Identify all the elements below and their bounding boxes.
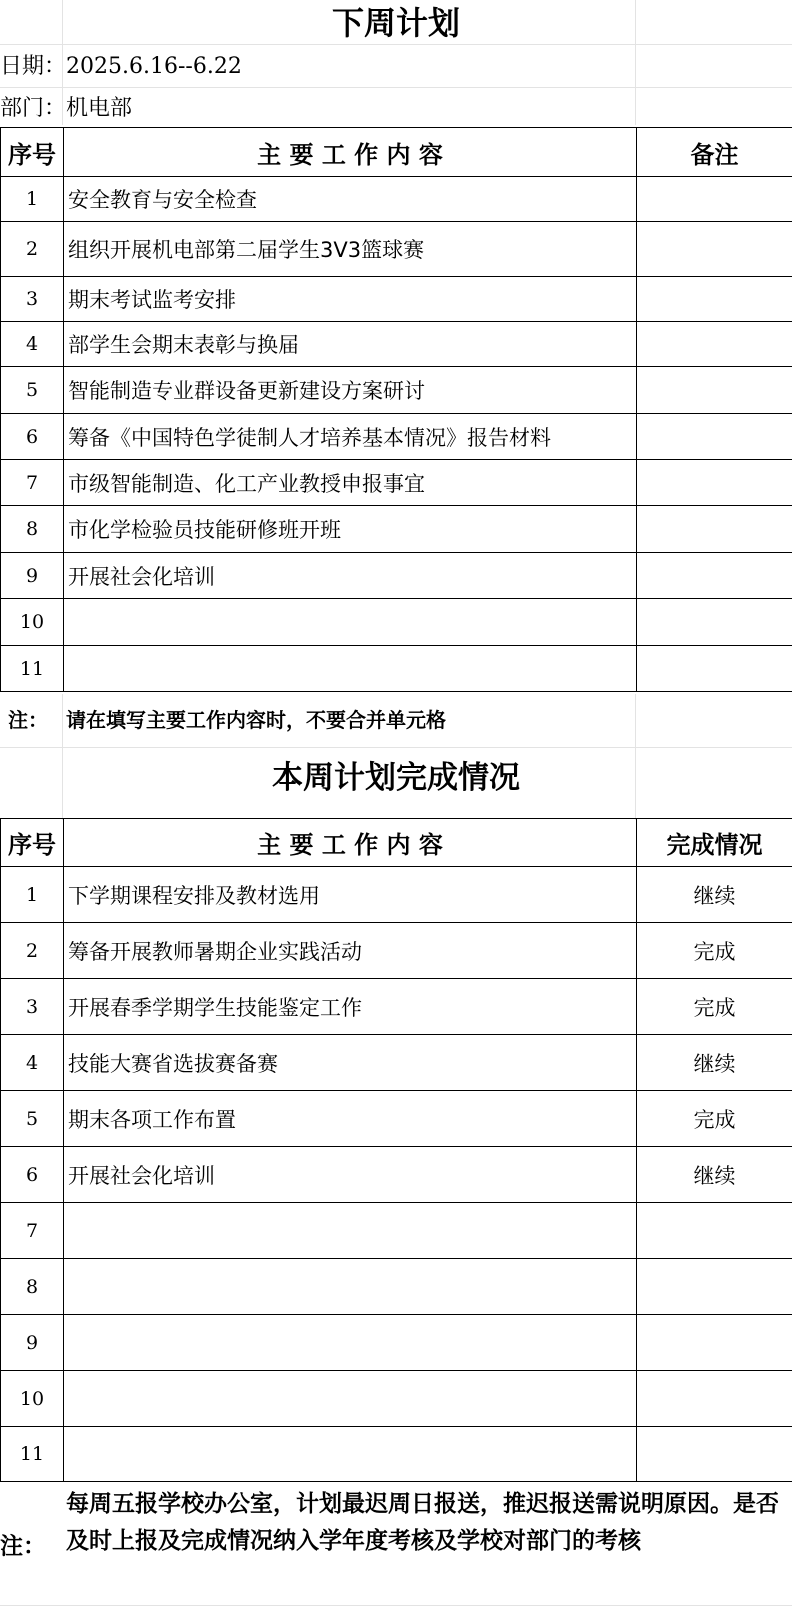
row-no: 10: [1, 599, 64, 646]
row-no: 10: [1, 1371, 64, 1427]
row-content[interactable]: [64, 1203, 637, 1259]
row-content[interactable]: 开展社会化培训: [64, 553, 637, 599]
row-content[interactable]: 下学期课程安排及教材选用: [64, 867, 637, 923]
this-week-title: 本周计划完成情况: [272, 760, 520, 796]
row-remark[interactable]: [637, 322, 792, 367]
note-label: 注：: [0, 1533, 46, 1559]
note-label: 注：: [8, 708, 48, 732]
next-week-title: 下周计划: [331, 4, 460, 42]
row-status[interactable]: 继续: [637, 1035, 792, 1091]
row-no: 8: [1, 1259, 64, 1315]
table-row: [1, 222, 792, 277]
row-remark[interactable]: [637, 599, 792, 646]
row-no: 9: [1, 553, 64, 599]
table-row: [1, 177, 792, 222]
note-text: 请在填写主要工作内容时，不要合并单元格: [66, 708, 446, 732]
row-status[interactable]: 完成: [637, 1091, 792, 1147]
table-row: [1, 979, 792, 1035]
date-row: [0, 48, 242, 86]
table-row: [1, 1091, 792, 1147]
row-content[interactable]: 组织开展机电部第二届学生3V3篮球赛: [64, 222, 637, 277]
table-row: [1, 460, 792, 506]
row-content[interactable]: 安全教育与安全检查: [64, 177, 637, 222]
row-status[interactable]: 完成: [637, 979, 792, 1035]
row-content[interactable]: 市化学检验员技能研修班开班: [64, 506, 637, 553]
row-content[interactable]: 期末各项工作布置: [64, 1091, 637, 1147]
row-content[interactable]: 筹备《中国特色学徒制人才培养基本情况》报告材料: [64, 414, 637, 460]
row-content[interactable]: [64, 599, 637, 646]
row-no: 2: [1, 222, 64, 277]
row-status[interactable]: [637, 1259, 792, 1315]
row-status[interactable]: 完成: [637, 923, 792, 979]
row-no: 8: [1, 506, 64, 553]
row-content[interactable]: 技能大赛省选拔赛备赛: [64, 1035, 637, 1091]
date-label: 日期：: [0, 54, 67, 79]
header-content: 主 要 工 作 内 容: [64, 128, 637, 177]
row-no: 7: [1, 1203, 64, 1259]
table-row: [1, 599, 792, 646]
row-content[interactable]: [64, 1371, 637, 1427]
row-status[interactable]: [637, 1315, 792, 1371]
row-no: 1: [1, 867, 64, 923]
note-text: 每周五报学校办公室，计划最迟周日报送，推迟报送需说明原因。是否及时上报及完成情况纳入学年度考核及学校对部门的考核: [66, 1491, 779, 1554]
row-no: 5: [1, 1091, 64, 1147]
table-row: [1, 322, 792, 367]
table-row: [1, 867, 792, 923]
department-row: [0, 90, 132, 128]
gridline: [0, 44, 792, 45]
table-row: [1, 277, 792, 322]
row-no: 3: [1, 979, 64, 1035]
row-content[interactable]: 筹备开展教师暑期企业实践活动: [64, 923, 637, 979]
row-no: 2: [1, 923, 64, 979]
table-row: [1, 1203, 792, 1259]
row-status[interactable]: 继续: [637, 1147, 792, 1203]
row-no: 11: [1, 646, 64, 692]
row-status[interactable]: [637, 1203, 792, 1259]
row-content[interactable]: [64, 1259, 637, 1315]
row-status[interactable]: [637, 1371, 792, 1427]
header-no: 序号: [1, 819, 64, 867]
table-header-row: [1, 819, 792, 867]
row-content[interactable]: 开展社会化培训: [64, 1147, 637, 1203]
header-content: 主 要 工 作 内 容: [64, 819, 637, 867]
department-value: 机电部: [66, 96, 133, 121]
row-no: 3: [1, 277, 64, 322]
row-content[interactable]: 智能制造专业群设备更新建设方案研讨: [64, 367, 637, 414]
row-remark[interactable]: [637, 222, 792, 277]
date-value: 2025.6.16--6.22: [66, 54, 242, 79]
table-row: [1, 553, 792, 599]
row-no: 11: [1, 1427, 64, 1482]
table-row: [1, 1147, 792, 1203]
row-remark[interactable]: [637, 177, 792, 222]
row-remark[interactable]: [637, 414, 792, 460]
row-no: 5: [1, 367, 64, 414]
next-week-table: [0, 127, 792, 692]
table-row: [1, 646, 792, 692]
gridline: [0, 87, 792, 88]
table-row: [1, 1371, 792, 1427]
table-row: [1, 414, 792, 460]
table-row: [1, 923, 792, 979]
row-content[interactable]: 市级智能制造、化工产业教授申报事宜: [64, 460, 637, 506]
table-row: [1, 367, 792, 414]
row-content[interactable]: 开展春季学期学生技能鉴定工作: [64, 979, 637, 1035]
this-week-note: [0, 1486, 792, 1601]
this-week-table: [0, 818, 792, 1482]
row-no: 9: [1, 1315, 64, 1371]
row-remark[interactable]: [637, 367, 792, 414]
row-no: 7: [1, 460, 64, 506]
row-content[interactable]: [64, 1427, 637, 1482]
table-row: [1, 1427, 792, 1482]
header-no: 序号: [1, 128, 64, 177]
row-remark[interactable]: [637, 506, 792, 553]
row-remark[interactable]: [637, 460, 792, 506]
table-row: [1, 506, 792, 553]
department-label: 部门：: [0, 96, 67, 121]
row-content[interactable]: 部学生会期末表彰与换届: [64, 322, 637, 367]
row-remark[interactable]: [637, 553, 792, 599]
table-row: [1, 1259, 792, 1315]
table-row: [1, 1035, 792, 1091]
row-no: 6: [1, 414, 64, 460]
row-no: 1: [1, 177, 64, 222]
header-remark: 备注: [637, 128, 792, 177]
row-content[interactable]: [64, 646, 637, 692]
row-no: 4: [1, 322, 64, 367]
row-no: 4: [1, 1035, 64, 1091]
header-status: 完成情况: [637, 819, 792, 867]
next-week-note: [0, 695, 792, 745]
row-remark[interactable]: [637, 277, 792, 322]
gridline: [0, 747, 792, 748]
row-no: 6: [1, 1147, 64, 1203]
row-status[interactable]: 继续: [637, 867, 792, 923]
row-content[interactable]: [64, 1315, 637, 1371]
row-status[interactable]: [637, 1427, 792, 1482]
row-content[interactable]: 期末考试监考安排: [64, 277, 637, 322]
table-header-row: [1, 128, 792, 177]
table-row: [1, 1315, 792, 1371]
row-remark[interactable]: [637, 646, 792, 692]
